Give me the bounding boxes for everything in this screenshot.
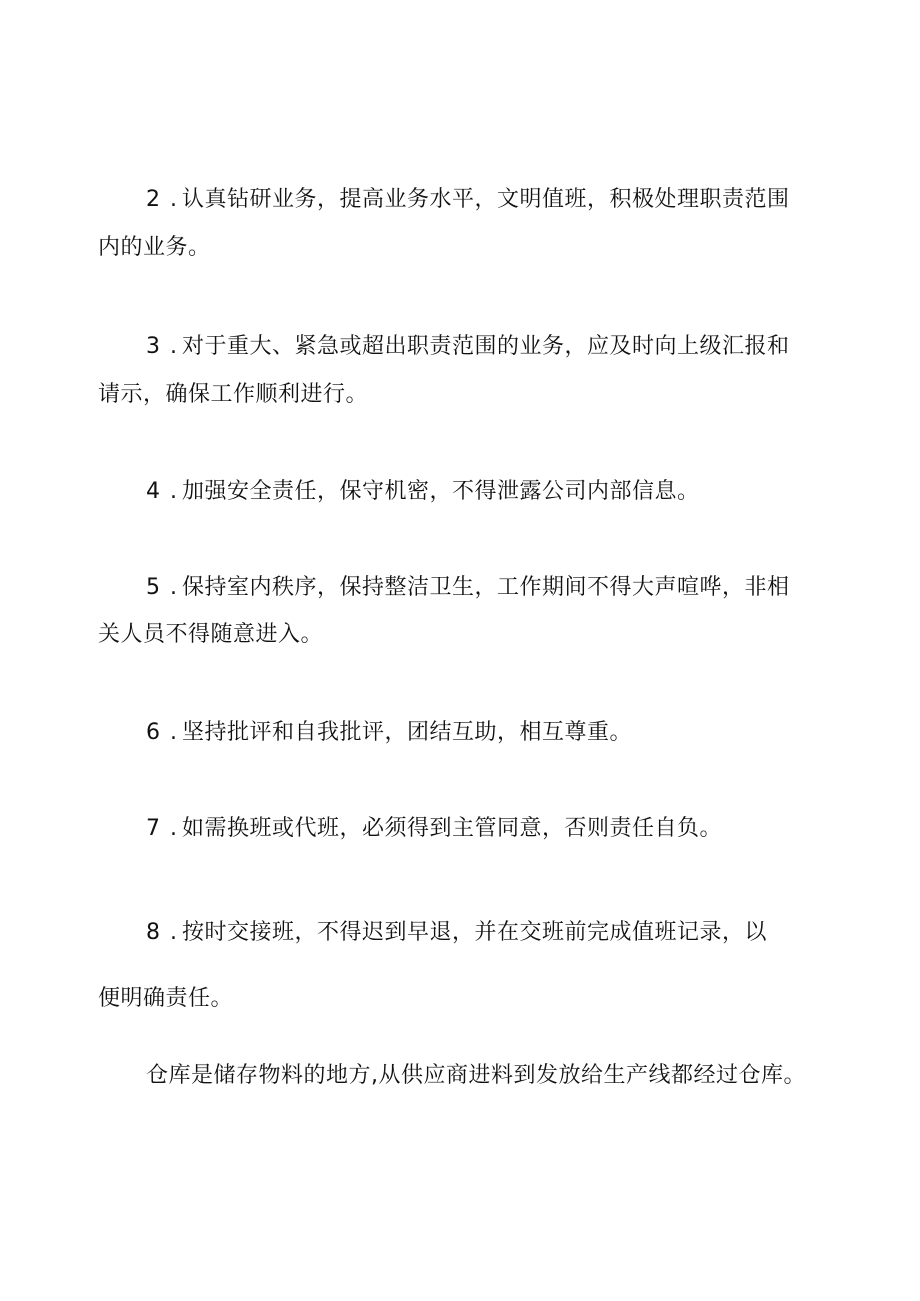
rule-item-6-line-1 <box>146 718 632 748</box>
rule-number: 3 <box>146 334 161 359</box>
rule-separator: . <box>170 334 178 359</box>
rule-number: 7 <box>146 816 161 841</box>
rule-number: 8 <box>146 920 161 945</box>
rule-item-4-line-1 <box>146 477 700 507</box>
rule-item-8-line-1 <box>146 918 767 948</box>
rule-item-2-line-2: 内的业务。 <box>98 235 211 260</box>
rule-number: 2 <box>146 187 161 212</box>
rule-separator: . <box>170 816 178 841</box>
rule-text: 加强安全责任，保守机密，不得泄露公司内部信息。 <box>182 479 700 504</box>
rule-item-5-line-2: 关人员不得随意进入。 <box>98 622 324 647</box>
rule-text: 坚持批评和自我批评，团结互助，相互尊重。 <box>182 720 633 745</box>
rule-text: 保持室内秩序，保持整洁卫生，工作期间不得大声喧哗，非相 <box>182 575 790 600</box>
rule-separator: . <box>170 187 178 212</box>
rule-separator: . <box>170 479 178 504</box>
rule-text: 按时交接班，不得迟到早退，并在交班前完成值班记录，以 <box>182 920 768 945</box>
rule-item-2-line-1 <box>146 185 790 215</box>
rule-separator: . <box>170 575 178 600</box>
rule-item-8-line-2: 便明确责任。 <box>98 986 234 1011</box>
rule-item-3-line-2: 请示，确保工作顺利进行。 <box>98 382 369 407</box>
rule-text: 如需换班或代班，必须得到主管同意，否则责任自负。 <box>182 816 723 841</box>
rule-number: 6 <box>146 720 161 745</box>
rule-separator: . <box>170 720 178 745</box>
rule-number: 5 <box>146 575 161 600</box>
rule-item-3-line-1 <box>146 332 790 362</box>
rule-number: 4 <box>146 479 161 504</box>
rule-text: 对于重大、紧急或超出职责范围的业务，应及时向上级汇报和 <box>182 334 790 359</box>
rule-item-5-line-1 <box>146 573 790 603</box>
rule-item-7-line-1 <box>146 814 722 844</box>
closing-paragraph: 仓库是储存物料的地方,从供应商进料到发放给生产线都经过仓库。 <box>146 1063 806 1088</box>
rule-separator: . <box>170 920 178 945</box>
rule-text: 认真钻研业务，提高业务水平，文明值班，积极处理职责范围 <box>182 187 790 212</box>
